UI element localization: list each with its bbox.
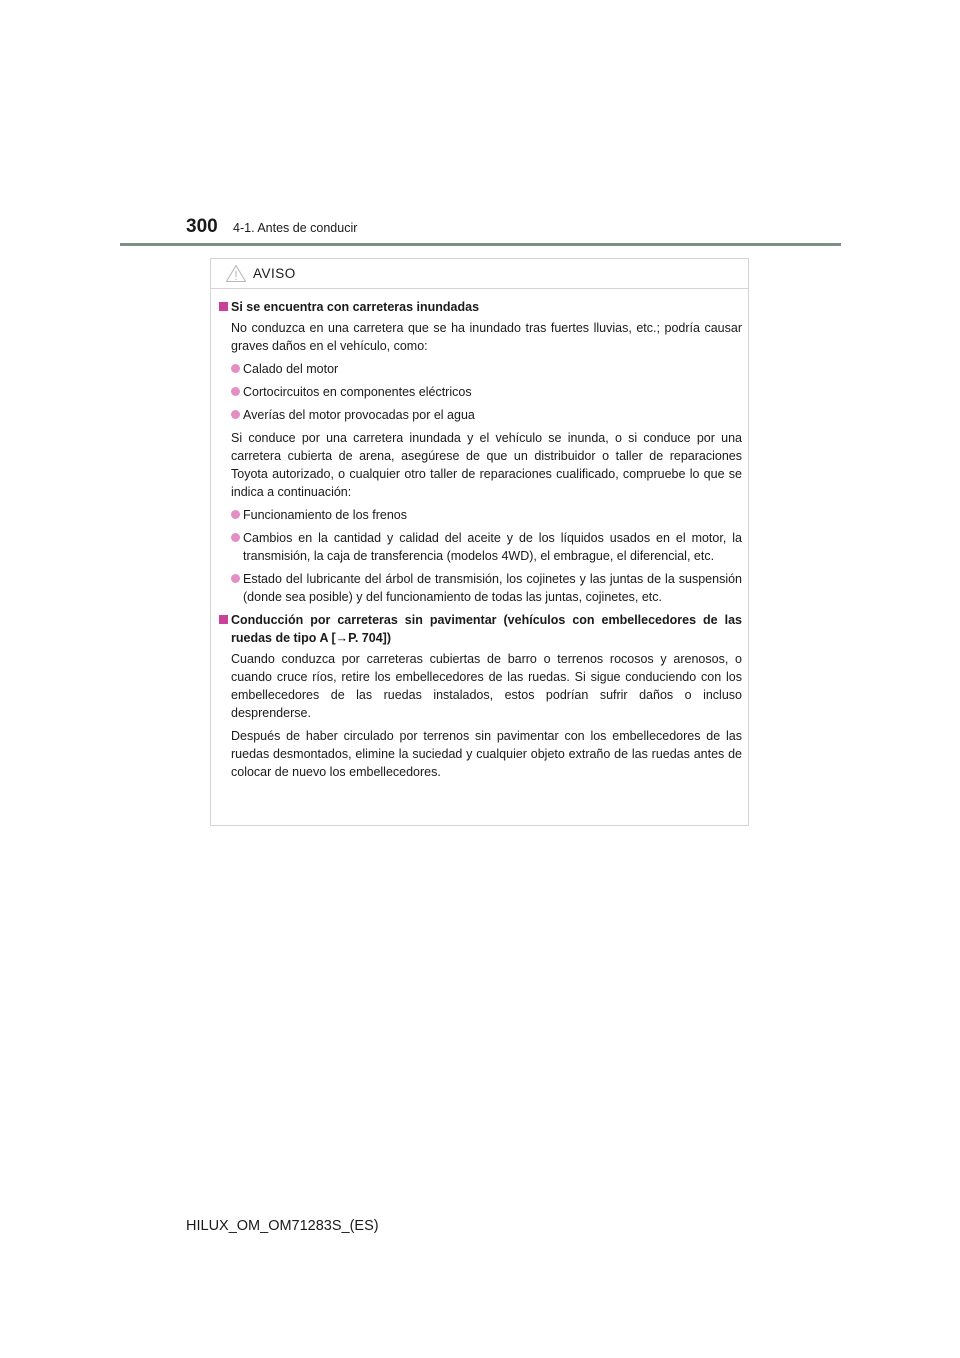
paragraph: Si conduce por una carretera inundada y el vehículo se inunda, o si conduce por una carretera cubierta de arena, asegúrese de que un distribuidor o taller de reparaciones Toyota autorizado, o cualquier otro taller de reparaciones cualificado, compruebe lo que se indica a continuación: [231,431,742,499]
section-heading-text: Si se encuentra con carreteras inundadas [231,300,480,314]
list-item [219,360,742,378]
section-title: 4-1. Antes de conducir [233,221,358,235]
list-item-text: Cortocircuitos en componentes eléctricos [243,385,472,399]
warning-triangle-icon [225,264,247,283]
square-bullet-icon [219,302,228,311]
list-item [219,529,742,565]
list-item-text: Calado del motor [243,362,339,376]
list-item [219,406,742,424]
warning-header [211,259,748,289]
paragraph: Después de haber circulado por terrenos sin pavimentar con los embellecedores de las ruedas desmontados, elimine la suciedad y cualquier objeto extraño de las ruedas antes de colocar de nuevo los embellecedores. [231,729,742,779]
square-bullet-icon [219,615,228,624]
dot-bullet-icon [231,574,240,583]
section-heading [219,298,742,316]
list-item [219,570,742,606]
warning-title: AVISO [253,266,296,281]
list-item [219,383,742,401]
dot-bullet-icon [231,510,240,519]
warning-box [210,258,749,826]
list-item-text: Averías del motor provocadas por el agua [243,408,475,422]
section-heading [219,611,742,647]
list-item-text: Estado del lubricante del árbol de transmisión, los cojinetes y las juntas de la suspensión (donde sea posible) y del funcionamiento de todas las juntas, cojinetes, etc. [243,572,742,604]
list-item-text: Cambios en la cantidad y calidad del aceite y de los líquidos usados en el motor, la transmisión, la caja de transferencia (modelos 4WD), el embrague, el diferencial, etc. [243,531,742,563]
warning-body [211,289,748,781]
list-item-text: Funcionamiento de los frenos [243,508,407,522]
dot-bullet-icon [231,533,240,542]
page-number: 300 [186,216,218,237]
header-divider [120,243,841,246]
dot-bullet-icon [231,387,240,396]
document-code: HILUX_OM_OM71283S_(ES) [186,1218,379,1234]
paragraph: No conduzca en una carretera que se ha inundado tras fuertes lluvias, etc.; podría causar graves daños en el vehículo, como: [231,321,742,353]
paragraph: Cuando conduzca por carreteras cubiertas de barro o terrenos rocosos y arenosos, o cuando cruce ríos, retire los embellecedores de las ruedas. Si sigue conduciendo con los embellecedores de las ruedas instalados, estos podrían sufrir daños o incluso desprenderse. [231,652,742,720]
dot-bullet-icon [231,364,240,373]
section-heading-text: Conducción por carreteras sin pavimentar (vehículos con embellecedores de las ruedas de tipo A [→P. 704]) [231,613,742,645]
list-item [219,506,742,524]
dot-bullet-icon [231,410,240,419]
